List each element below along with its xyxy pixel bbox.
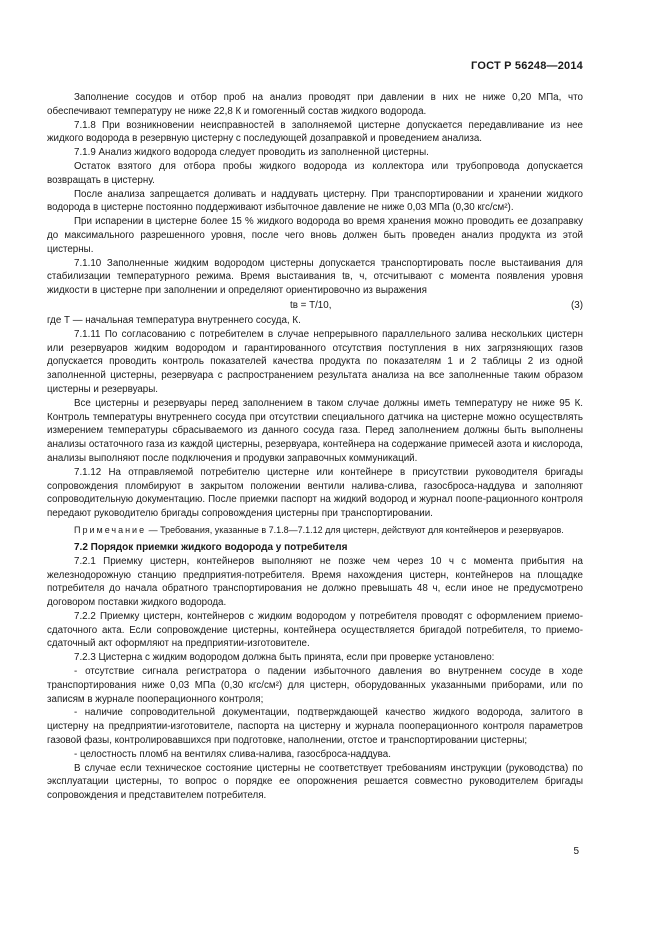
paragraph-7-2-3: 7.2.3 Цистерна с жидким водородом должна быть принята, если при проверке установлено: xyxy=(74,652,495,664)
formula-3 xyxy=(47,299,583,313)
paragraph: Остаток взятого для отбора пробы жидкого водорода из коллектора или трубопровода допускается возвращать в цистерну. xyxy=(47,160,583,186)
note-dash: — xyxy=(146,524,161,535)
paragraph: Все цистерны и резервуары перед заполнением в таком случае должны иметь температуру не ниже 95 К. Контроль температуры внутреннего сосуда при отсутствии специального датчика на цистерне можно осуществлять измерением температуры сбрасываемого из данного сосуда газа. Перед заполнением должны быть выполнены анализы остаточного газа из каждой цистерны, резервуара, контейнера на содержание примесей азота и кислорода, анализы выполняют после подключения и продувки заправочных коммуникаций. xyxy=(47,397,583,464)
formula-number: (3) xyxy=(571,299,583,311)
paragraph: В случае если техническое состояние цистерны не соответствует требованиям инструкции (руководства) по эксплуатации цистерны, то вопрос о порядке ее опорожнения решается совместно руководителем бригады сопровождения и представителем потребителя. xyxy=(47,762,583,802)
paragraph-7-2-2: 7.2.2 Приемку цистерн, контейнеров с жидким водородом у потребителя проводят с оформлением приемо-сдаточного акта. Если сопровождение цистерны, контейнера осуществляется бригадой потребителя, то приемо-сдаточный акт оформляют на предприятии-изготовителе. xyxy=(47,610,583,650)
paragraph-7-2-1: 7.2.1 Приемку цистерн, контейнеров выполняют не позже чем через 10 ч с момента прибытия на железнодорожную станцию предприятия-потребителя. Время нахождения цистерн, контейнеров на площадке потребителя до начала обратного транспортирования не должно превышать 48 ч, если иное не предусмотрено договором поставки жидкого водорода. xyxy=(47,555,583,609)
paragraph: Заполнение сосудов и отбор проб на анализ проводят при давлении в них не ниже 0,20 МПа, что обеспечивают температуру не ниже 22,8 К и гомогенный состав жидкого водорода. xyxy=(47,92,583,117)
note-label: Примечание xyxy=(74,524,147,535)
paragraph: После анализа запрещается доливать и наддувать цистерну. При транспортировании и хранении жидкого водорода в цистерне постоянно поддерживают избыточное давление не ниже 0,03 МПа (0,30 кгс/см²). xyxy=(47,188,583,214)
document-body xyxy=(47,91,583,803)
section-heading-7-2: 7.2 Порядок приемки жидкого водорода у потребителя xyxy=(74,541,348,553)
paragraph-7-1-12: 7.1.12 На отправляемой потребителю цистерне или контейнере в присутствии руководителя бригады сопровождения пломбируют в закрытом положении вентили налива-слива, газосброса-наддува и заполняют сопроводительную документацию. После приемки паспорт на жидкий водород и журнал поопе-рационного контроля передают руководителю бригады сопровождения цистерны при транспортировании. xyxy=(47,466,583,520)
paragraph-7-1-8: 7.1.8 При возникновении неисправностей в заполняемой цистерне допускается передавливание из нее жидкого водорода в резервную цистерну с последующей дозаправкой и проведением анализа. xyxy=(47,119,583,145)
paragraph-7-1-9: 7.1.9 Анализ жидкого водорода следует проводить из заполненной цистерны. xyxy=(74,147,429,159)
document-code: ГОСТ Р 56248—2014 xyxy=(471,60,583,72)
formula-legend: где Т — начальная температура внутреннего сосуда, К. xyxy=(47,314,301,326)
list-item: - наличие сопроводительной документации, подтверждающей качество жидкого водорода, залитого в цистерну на предприятии-изготовителе, паспорта на цистерну и журнала пооперационного контроля параметров газовой фазы, контролировавшихся при подготовке, наполнении, отстое и транспортировании цистерны; xyxy=(47,707,583,747)
paragraph-7-1-11: 7.1.11 По согласованию с потребителем в случае непрерывного параллельного залива нескольких цистерн или резервуаров жидким водородом и гарантированного отсутствия поступления в них загрязняющих газов допускается проводить контроль показателей качества продукта по показателям 1 и 2 таблицы 2 из одной заполненной цистерны, резервуара с распространением результата анализа на все заполненные таким образом цистерны и резервуары. xyxy=(47,328,583,395)
note xyxy=(47,524,583,537)
note-text: Требования, указанные в 7.1.8—7.1.12 для цистерн, действуют для контейнеров и резервуаров. xyxy=(160,524,564,535)
paragraph: При испарении в цистерне более 15 % жидкого водорода во время хранения можно проводить ее дозаправку до максимального разрешенного уровня, после чего вновь должен быть проведен анализ продукта из этой цистерны. xyxy=(47,216,583,255)
list-item: - отсутствие сигнала регистратора о падении избыточного давления во внутреннем сосуде в ходе транспортирования ниже 0,03 МПа (0,30 кгс/см²) для цистерн, оборудованных указанными приборами, или по записям в журнале пооперационного контроля; xyxy=(47,666,583,705)
formula-expression: tв = T/10, xyxy=(290,299,332,311)
paragraph-7-1-10: 7.1.10 Заполненные жидким водородом цистерны допускается транспортировать после выстаивания для стабилизации температурного режима. Время выстаивания tв, ч, отсчитывают с момента появления уровня жидкости в цистерне при заполнении и определяют ориентировочно из выражения xyxy=(47,257,583,297)
page-number: 5 xyxy=(573,846,579,857)
list-item: - целостность пломб на вентилях слива-налива, газосброса-наддува. xyxy=(74,748,391,760)
